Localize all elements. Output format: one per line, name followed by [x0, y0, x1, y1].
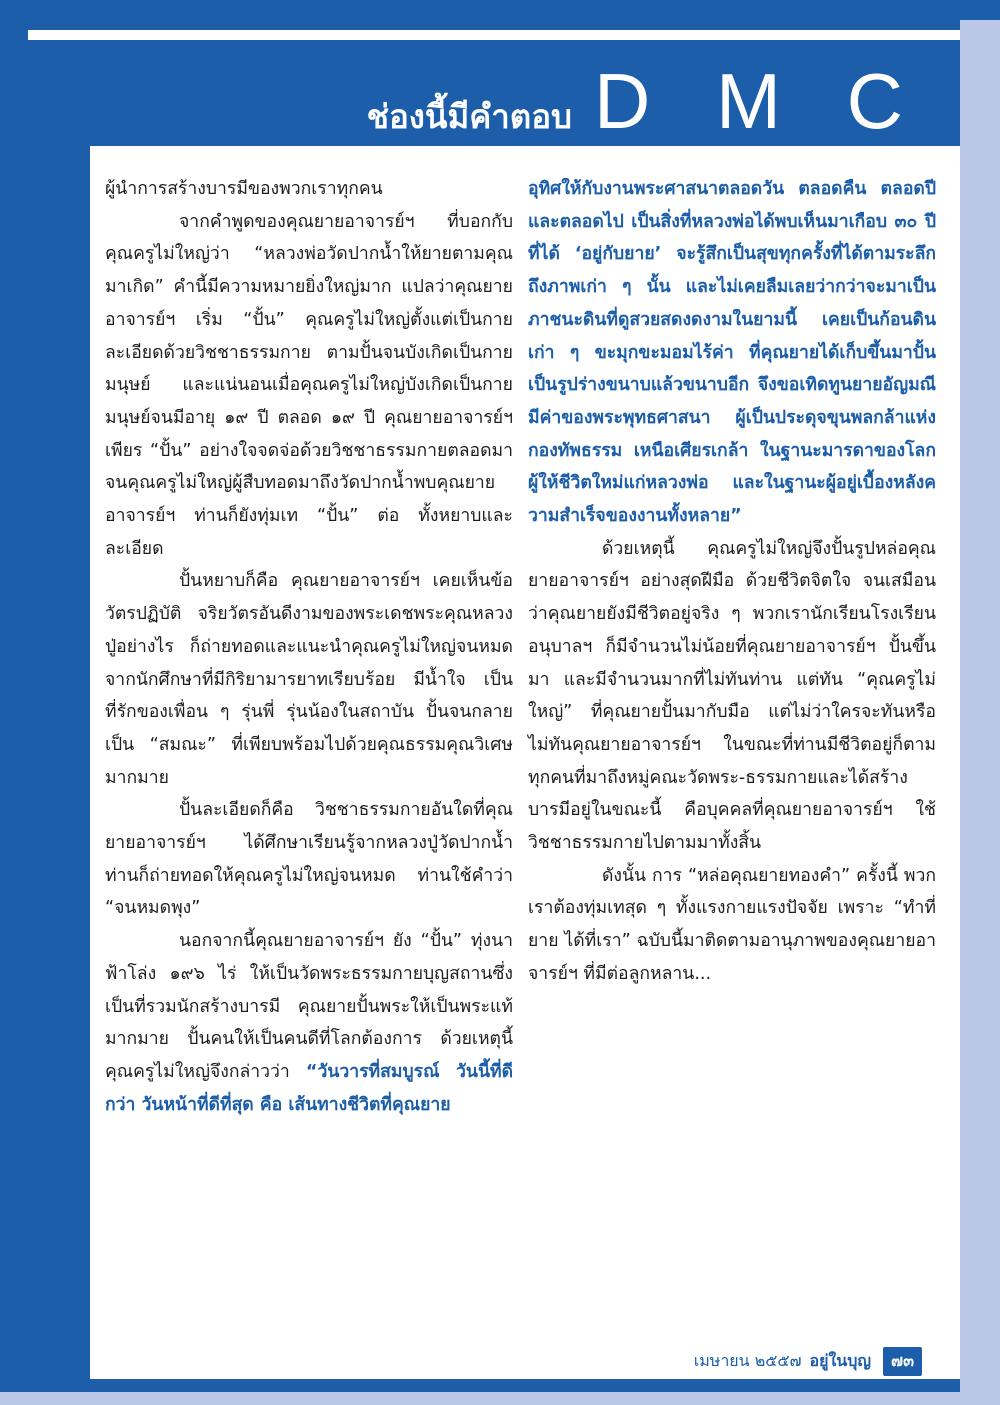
- right-stripe: [960, 20, 1000, 1405]
- top-stripe: [28, 30, 972, 40]
- page-footer: [694, 1347, 922, 1376]
- issue-date: เมษายน ๒๕๕๗: [693, 1351, 802, 1370]
- magazine-name: อยู่ในบุญ: [809, 1351, 872, 1370]
- paragraph: ด้วยเหตุนี้ คุณครูไม่ใหญ่จึงปั้นรูปหล่อคุณยายอาจารย์ฯ อย่างสุดฝีมือ ด้วยชีวิตจิตใจ จนเสมือนว่าคุณยายยังมีชีวิตอยู่จริง ๆ พวกเรานักเรียนโรงเรียนอนุบาลฯ ก็มีจำนวนไม่น้อยที่คุณยายอาจารย์ฯ ปั้นขึ้นมา และมีจำนวนมากที่ไม่ทันท่าน แต่ทัน “คุณครูไม่ใหญ่” ที่คุณยายปั้นมากับมือ แต่ไม่ว่าใครจะทันหรือไม่ทันคุณยายอาจารย์ฯ ในขณะที่ท่านมีชีวิตอยู่ก็ตาม ทุกคนที่มาถึงหมู่คณะวัดพระ-ธรรมกายและได้สร้างบารมีอยู่ในขณะนี้ คือบุคคลที่คุณยายอาจารย์ฯ ใช้วิชชาธรรมกายไปตามมาทั้งสิ้น: [528, 538, 936, 854]
- left-column: [105, 173, 513, 1121]
- paragraph: จากคำพูดของคุณยายอาจารย์ฯ ที่บอกกับคุณครูไม่ใหญ่ว่า “หลวงพ่อวัดปากน้ำให้ยายตามคุณมาเกิด” คำนี้มีความหมายยิ่งใหญ่มาก แปลว่าคุณยายอาจารย์ฯ เริ่ม “ปั้น” คุณครูไม่ใหญ่ตั้งแต่เป็นกายละเอียดด้วยวิชชาธรรมกาย ตามปั้นจนบังเกิดเป็นกายมนุษย์ และแน่นอนเมื่อคุณครูไม่ใหญ่บังเกิดเป็นกายมนุษย์จนมีอายุ ๑๙ ปี ตลอด ๑๙ ปี คุณยายอาจารย์ฯ เพียร “ปั้น” อย่างใจจดจ่อด้วยวิชชาธรรมกายตลอดมา จนคุณครูไม่ใหญ่ผู้สืบทอดมาถึงวัดปากน้ำพบคุณยายอาจารย์ฯ ท่านก็ยังทุ่มเท “ปั้น” ต่อ ทั้งหยาบและละเอียด: [105, 211, 513, 559]
- highlight-quote: “วันวารที่สมบูรณ์ วันนี้ที่ดีกว่า วันหน้าที่ดีที่สุด คือ เส้นทางชีวิตที่คุณยาย: [105, 1061, 513, 1115]
- paragraph: ดังนั้น การ “หล่อคุณยายทองคำ” ครั้งนี้ พวกเราต้องทุ่มเทสุด ๆ ทั้งแรงกายแรงปัจจัย เพราะ “ทำที่ยาย ได้ที่เรา” ฉบับนี้มาติดตามอานุภาพของคุณยายอาจารย์ฯ ที่มีต่อลูกหลาน...: [528, 865, 936, 984]
- bottom-stripe: [0, 1392, 1000, 1405]
- page-header: [366, 57, 925, 145]
- paragraph: ผู้นำการสร้างบารมีของพวกเราทุกคน: [105, 179, 383, 199]
- paragraph: ปั้นละเอียดก็คือ วิชชาธรรมกายอันใดที่คุณยายอาจารย์ฯ ได้ศึกษาเรียนรู้จากหลวงปู่วัดปากน้ำ ท่านก็ถ่ายทอดให้คุณครูไม่ใหญ่จนหมด ท่านใช้คำว่า “จนหมดพุง”: [105, 800, 513, 919]
- page-number: ๗๓: [883, 1347, 922, 1376]
- section-title: ช่องนี้มีคำตอบ: [366, 97, 573, 136]
- paragraph: ปั้นหยาบก็คือ คุณยายอาจารย์ฯ เคยเห็นข้อวัตรปฏิบัติ จริยวัตรอันดีงามของพระเดชพระคุณหลวงปู่อย่างไร ก็ถ่ายทอดและแนะนำคุณครูไม่ใหญ่จนหมด จากนักศึกษาที่มีกิริยามารยาทเรียบร้อย มีน้ำใจ เป็นที่รักของเพื่อน ๆ รุ่นพี่ รุ่นน้องในสถาบัน ปั้นจนกลายเป็น “สมณะ” ที่เพียบพร้อมไปด้วยคุณธรรมคุณวิเศษมากมาย: [105, 571, 513, 788]
- right-column: [528, 173, 936, 991]
- paragraph: [105, 925, 513, 1121]
- highlight-quote-continued: อุทิศให้กับงานพระศาสนาตลอดวัน ตลอดคืน ตลอดปี และตลอดไป เป็นสิ่งที่หลวงพ่อได้พบเห็นมาเกือบ ๓๐ ปี ที่ได้ ‘อยู่กับยาย’ จะรู้สึกเป็นสุขทุกครั้งที่ได้ตามระลึกถึงภาพเก่า ๆ นั้น และไม่เคยลืมเลยว่ากว่าจะมาเป็นภาชนะดินที่ดูสวยสดงดงามในยามนี้ เคยเป็นก้อนดินเก่า ๆ ขะมุกขะมอมไร้ค่า ที่คุณยายได้เก็บขึ้นมาปั้นเป็นรูปร่างขนาบแล้วขนาบอีก จึงขอเทิดทูนยายอัญมณีมีค่าของพระพุทธศาสนา ผู้เป็นประดุจขุนพลกล้าแห่งกองทัพธรรม เหนือเศียรเกล้า ในฐานะมารดาของโลก ผู้ให้ชีวิตใหม่แก่หลวงพ่อ และในฐานะผู้อยู่เบื้องหลังความสำเร็จของงานทั้งหลาย”: [528, 179, 936, 527]
- paragraph-text: นอกจากนี้คุณยายอาจารย์ฯ ยัง “ปั้น” ทุ่งนาฟ้าโล่ง ๑๙๖ ไร่ ให้เป็นวัดพระธรรมกายบุญสถานซึ่งเป็นที่รวมนักสร้างบารมี คุณยายปั้นพระให้เป็นพระแท้มากมาย ปั้นคนให้เป็นคนดีที่โลกต้องการ ด้วยเหตุนี้ คุณครูไม่ใหญ่จึงกล่าวว่า: [105, 931, 513, 1082]
- dmc-title: D M C: [594, 57, 925, 145]
